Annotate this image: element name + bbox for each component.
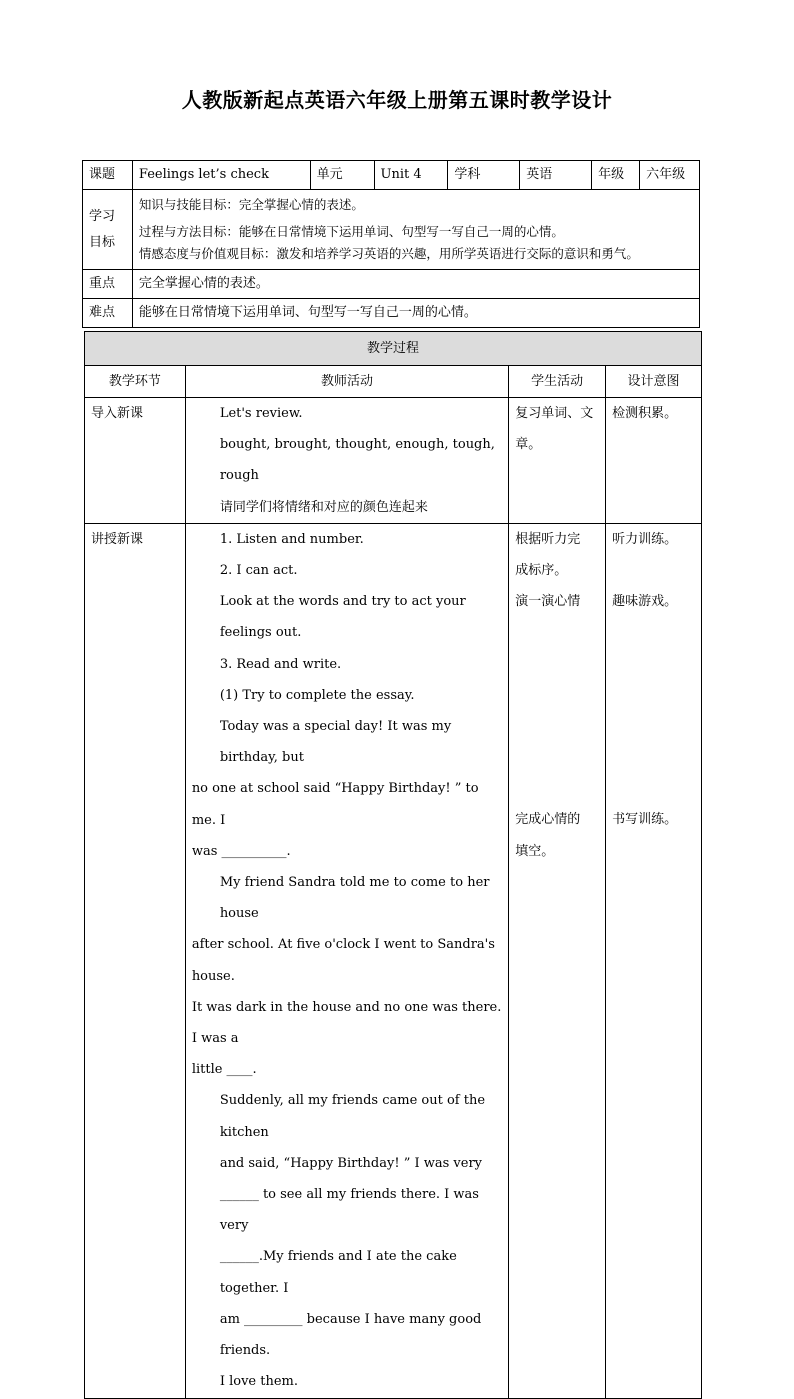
header-student: 学生活动 bbox=[509, 366, 606, 398]
teacher-line: 请同学们将情绪和对应的颜色连起来 bbox=[219, 499, 428, 515]
essay-line: little ____. bbox=[191, 1062, 257, 1078]
essay-line: am _________ because I have many good friends. bbox=[219, 1311, 482, 1359]
process-section-title: 教学过程 bbox=[85, 332, 702, 366]
essay-line: no one at school said “Happy Birthday! ” to me. I bbox=[191, 781, 479, 828]
essay-line: It was dark in the house and no one was there. I was a bbox=[191, 999, 502, 1047]
header-purpose: 设计意图 bbox=[606, 366, 702, 398]
unit-value: Unit 4 bbox=[374, 161, 448, 190]
student-line: 根据听力完 bbox=[515, 531, 581, 547]
objectives-cell bbox=[132, 190, 699, 270]
essay-line: ______.My friends and I ate the cake together. I bbox=[219, 1249, 457, 1296]
stage1-name: 导入新课 bbox=[85, 398, 186, 524]
stage1-teacher bbox=[185, 398, 508, 524]
difficult-label: 难点 bbox=[83, 299, 133, 328]
stage2-purpose bbox=[606, 523, 702, 1398]
process-table bbox=[84, 331, 702, 1399]
purpose-line: 听力训练。 bbox=[612, 531, 678, 547]
purpose-line: 书写训练。 bbox=[612, 812, 678, 828]
unit-label: 单元 bbox=[310, 161, 374, 190]
stage1-student bbox=[509, 398, 606, 524]
key-value: 完全掌握心情的表述。 bbox=[132, 270, 699, 299]
objectives-label-line2: 目标 bbox=[89, 235, 116, 250]
teacher-line: (1) Try to complete the essay. bbox=[219, 687, 415, 703]
difficult-value: 能够在日常情境下运用单词、句型写一写自己一周的心情。 bbox=[132, 299, 699, 328]
stage2-teacher bbox=[185, 523, 508, 1398]
teacher-line: 1. Listen and number. bbox=[219, 531, 364, 547]
header-stage: 教学环节 bbox=[85, 366, 186, 398]
student-line: 演一演心情 bbox=[515, 594, 581, 610]
essay-line: My friend Sandra told me to come to her house bbox=[219, 875, 490, 922]
grade-value: 六年级 bbox=[640, 161, 700, 190]
student-line: 完成心情的 bbox=[515, 812, 581, 828]
stage2-student bbox=[509, 523, 606, 1398]
subject-label: 学科 bbox=[448, 161, 520, 190]
essay-line: Suddenly, all my friends came out of the kitchen bbox=[219, 1093, 486, 1140]
objective-item: 过程与方法目标：能够在日常情境下运用单词、句型写一写自己一周的心情。 bbox=[138, 224, 564, 239]
objective-item: 知识与技能目标：完全掌握心情的表述。 bbox=[138, 197, 364, 212]
key-label: 重点 bbox=[83, 270, 133, 299]
teacher-line: Look at the words and try to act your feelings out. bbox=[219, 594, 466, 641]
teacher-line: Let's review. bbox=[219, 406, 303, 421]
student-line: 章。 bbox=[515, 437, 542, 453]
teacher-line: 3. Read and write. bbox=[219, 656, 342, 672]
topic-value: Feelings let’s check bbox=[132, 161, 310, 190]
student-line: 复习单词、文 bbox=[515, 406, 594, 421]
topic-label: 课题 bbox=[83, 161, 133, 190]
objectives-label-line1: 学习 bbox=[89, 209, 116, 224]
objective-item: 情感态度与价值观目标：激发和培养学习英语的兴趣，用所学英语进行交际的意识和勇气。 bbox=[138, 246, 639, 261]
page-title: 人教版新起点英语六年级上册第五课时教学设计 bbox=[181, 88, 613, 112]
grade-label: 年级 bbox=[592, 161, 640, 190]
teacher-line: 2. I can act. bbox=[219, 563, 298, 579]
stage2-name: 讲授新课 bbox=[85, 523, 186, 1398]
teacher-line: bought, brought, thought, enough, tough, rough bbox=[219, 437, 495, 484]
purpose-line: 趣味游戏。 bbox=[612, 594, 678, 610]
stage1-purpose: 检测积累。 bbox=[606, 398, 702, 524]
essay-line: and said, “Happy Birthday! ” I was very bbox=[219, 1155, 483, 1171]
essay-line: Today was a special day! It was my birthday, but bbox=[219, 719, 452, 766]
header-teacher: 教师活动 bbox=[185, 366, 508, 398]
subject-value: 英语 bbox=[520, 161, 592, 190]
essay-line: after school. At five o'clock I went to Sandra's house. bbox=[191, 937, 495, 984]
student-line: 填空。 bbox=[515, 843, 555, 859]
essay-line: was __________. bbox=[191, 843, 291, 859]
course-info-table bbox=[82, 160, 700, 328]
essay-line: I love them. bbox=[219, 1374, 298, 1390]
objectives-label bbox=[83, 190, 133, 270]
student-line: 成标序。 bbox=[515, 563, 568, 579]
essay-line: ______ to see all my friends there. I was very bbox=[219, 1187, 479, 1234]
